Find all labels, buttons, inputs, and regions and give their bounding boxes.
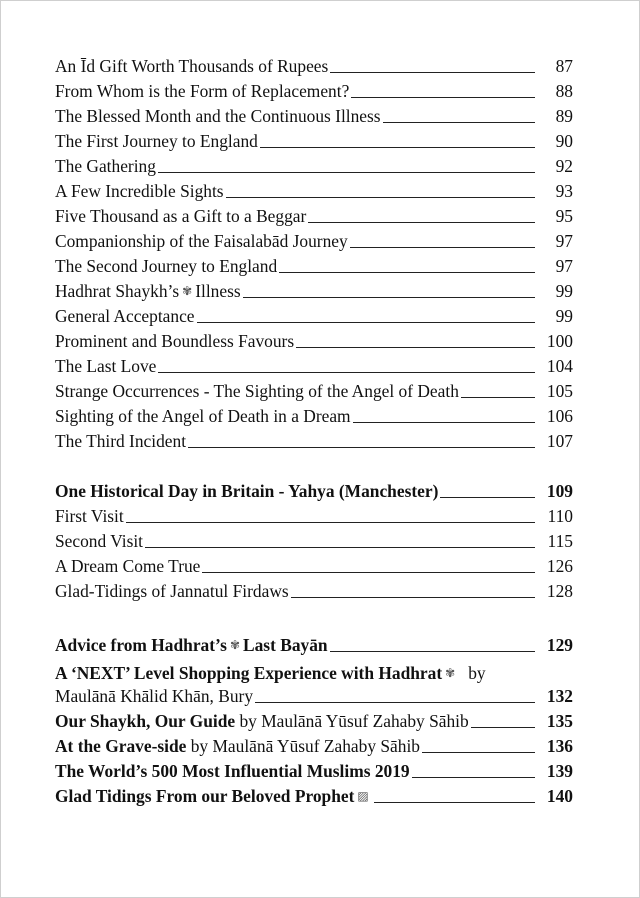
toc-entry[interactable]	[55, 102, 573, 126]
leader-line	[202, 572, 535, 573]
toc-entry-page: 106	[546, 406, 573, 426]
leader-line	[461, 397, 535, 398]
leader-line	[471, 727, 535, 728]
toc-entry-title: One Historical Day in Britain - Yahya (Manchester)	[55, 481, 439, 501]
toc-entry[interactable]	[55, 732, 573, 756]
toc-entry-title: General Acceptance	[55, 306, 195, 326]
leader-line	[350, 247, 535, 248]
toc-entry-title-part: Advice from Hadhrat’s	[55, 635, 227, 655]
toc-entry-page: 97	[555, 256, 573, 276]
toc-entry-page: 97	[555, 231, 573, 251]
toc-entry-title	[55, 635, 328, 655]
toc-section-heading[interactable]	[55, 477, 573, 501]
toc-entry-title: An Īd Gift Worth Thousands of Rupees	[55, 56, 329, 76]
toc-entry-page: 140	[546, 786, 573, 806]
toc-entry-title: Second Visit	[55, 531, 144, 551]
toc-entry-title-part: Our Shaykh, Our Guide	[55, 711, 236, 731]
honorific-seal-icon: ✾	[182, 284, 193, 298]
toc-entry[interactable]	[55, 552, 573, 576]
leader-line	[296, 347, 535, 348]
toc-entry[interactable]	[55, 252, 573, 276]
toc-entry-page: 115	[547, 531, 573, 551]
leader-line	[279, 272, 535, 273]
toc-entry[interactable]	[55, 277, 573, 301]
toc-entry-title: Prominent and Boundless Favours	[55, 331, 295, 351]
toc-entry-page: 126	[546, 556, 573, 576]
toc-entry-title: The World’s 500 Most Influential Muslims 2019	[55, 761, 410, 781]
toc-entry-title-part: Hadhrat Shaykh’s	[55, 281, 180, 301]
leader-line	[374, 802, 535, 803]
toc-entry-page: 135	[546, 711, 573, 731]
toc-entry-page: 100	[546, 331, 573, 351]
toc-entry-page: 128	[546, 581, 573, 601]
toc-entry-title-part: Illness	[195, 281, 241, 301]
honorific-seal-icon: ✾	[229, 638, 241, 652]
toc-entry-title-part: At the Grave-side	[55, 736, 187, 756]
toc-entry-title: The Second Journey to England	[55, 256, 278, 276]
leader-line	[255, 702, 535, 703]
toc-entry[interactable]	[55, 152, 573, 176]
toc-entry[interactable]	[55, 52, 573, 76]
toc-entry-page: 107	[546, 431, 573, 451]
toc-entry[interactable]	[55, 707, 573, 731]
leader-line	[197, 322, 535, 323]
toc-entry[interactable]	[55, 127, 573, 151]
toc-entry[interactable]	[55, 202, 573, 226]
toc-entry-page: 109	[546, 481, 573, 501]
toc-entry-page: 132	[546, 686, 573, 706]
toc-entry-page: 99	[555, 281, 573, 301]
leader-line	[353, 422, 535, 423]
salutation-seal-icon: ▨	[357, 789, 369, 803]
toc-entry-page: 139	[546, 761, 573, 781]
leader-line	[226, 197, 535, 198]
toc-entry[interactable]	[55, 577, 573, 601]
leader-line	[260, 147, 535, 148]
toc-entry[interactable]	[55, 682, 573, 706]
toc-entry[interactable]	[55, 402, 573, 426]
toc-entry-page: 104	[546, 356, 573, 376]
toc-entry-title: From Whom is the Form of Replacement?	[55, 81, 350, 101]
toc-entry-title: Companionship of the Faisalabād Journey	[55, 231, 348, 251]
leader-line	[330, 72, 535, 73]
toc-entry[interactable]	[55, 527, 573, 551]
toc-entry-page: 136	[546, 736, 573, 756]
toc-entry-title: Glad-Tidings of Jannatul Firdaws	[55, 581, 289, 601]
toc-entry[interactable]	[55, 631, 573, 655]
leader-line	[412, 777, 535, 778]
leader-line	[351, 97, 535, 98]
toc-entry-title: The Blessed Month and the Continuous Illness	[55, 106, 381, 126]
toc-entry[interactable]	[55, 77, 573, 101]
toc-entry-title: Sighting of the Angel of Death in a Dream	[55, 406, 351, 426]
toc-entry-title: First Visit	[55, 506, 124, 526]
leader-line	[188, 447, 535, 448]
leader-line	[145, 547, 535, 548]
toc-entry-title: A Dream Come True	[55, 556, 201, 576]
toc-entry-by: by	[468, 663, 486, 683]
toc-entry-page: 105	[546, 381, 573, 401]
leader-line	[158, 372, 535, 373]
toc-entry-title: The First Journey to England	[55, 131, 258, 151]
toc-entry-title: Five Thousand as a Gift to a Beggar	[55, 206, 307, 226]
toc-entry-title: The Gathering	[55, 156, 156, 176]
leader-line	[440, 497, 535, 498]
toc-entry-page: 129	[546, 635, 573, 655]
toc-entry[interactable]	[55, 302, 573, 326]
toc-entry-title: Strange Occurrences - The Sighting of the Angel of Death	[55, 381, 459, 401]
leader-line	[308, 222, 535, 223]
toc-entry-title: The Last Love	[55, 356, 157, 376]
leader-line	[422, 752, 535, 753]
toc-entry-title: A ‘NEXT’ Level Shopping Experience with Hadhrat	[55, 663, 443, 683]
toc-entry-title	[55, 786, 372, 806]
toc-entry[interactable]	[55, 427, 573, 451]
toc-entry-title	[55, 711, 469, 731]
toc-entry-page: 110	[547, 506, 573, 526]
leader-line	[158, 172, 535, 173]
toc-entry-page: 90	[555, 131, 573, 151]
toc-entry[interactable]	[55, 352, 573, 376]
leader-line	[243, 297, 535, 298]
leader-line	[383, 122, 535, 123]
leader-line	[126, 522, 535, 523]
toc-entry-title-part: Last Bayān	[243, 635, 328, 655]
toc-entry[interactable]	[55, 377, 573, 401]
toc-entry-title: The Third Incident	[55, 431, 187, 451]
toc-entry[interactable]	[55, 177, 573, 201]
toc-entry-title-part: Glad Tidings From our Beloved Prophet	[55, 786, 355, 806]
toc-entry-title: A Few Incredible Sights	[55, 181, 224, 201]
toc-entry[interactable]	[55, 782, 573, 806]
toc-entry[interactable]	[55, 757, 573, 781]
toc-entry-title	[55, 736, 420, 756]
toc-entry-page: 88	[555, 81, 573, 101]
toc-entry[interactable]	[55, 227, 573, 251]
toc-entry-title	[55, 281, 241, 301]
honorific-seal-icon: ✾	[445, 666, 456, 680]
toc-entry-page: 93	[555, 181, 573, 201]
toc-entry-page: 99	[555, 306, 573, 326]
leader-line	[330, 651, 535, 652]
leader-line	[291, 597, 535, 598]
toc-entry-author: by Maulānā Yūsuf Zahaby Sāhib	[190, 736, 420, 756]
toc-entry-page: 95	[555, 206, 573, 226]
toc-entry-page: 89	[555, 106, 573, 126]
toc-entry-page: 87	[555, 56, 573, 76]
toc-entry-author: by Maulānā Yūsuf Zahaby Sāhib	[239, 711, 469, 731]
toc-entry[interactable]	[55, 502, 573, 526]
toc-entry-page: 92	[555, 156, 573, 176]
toc-entry[interactable]	[55, 327, 573, 351]
toc-entry-author: Maulānā Khālid Khān, Bury	[55, 686, 254, 706]
